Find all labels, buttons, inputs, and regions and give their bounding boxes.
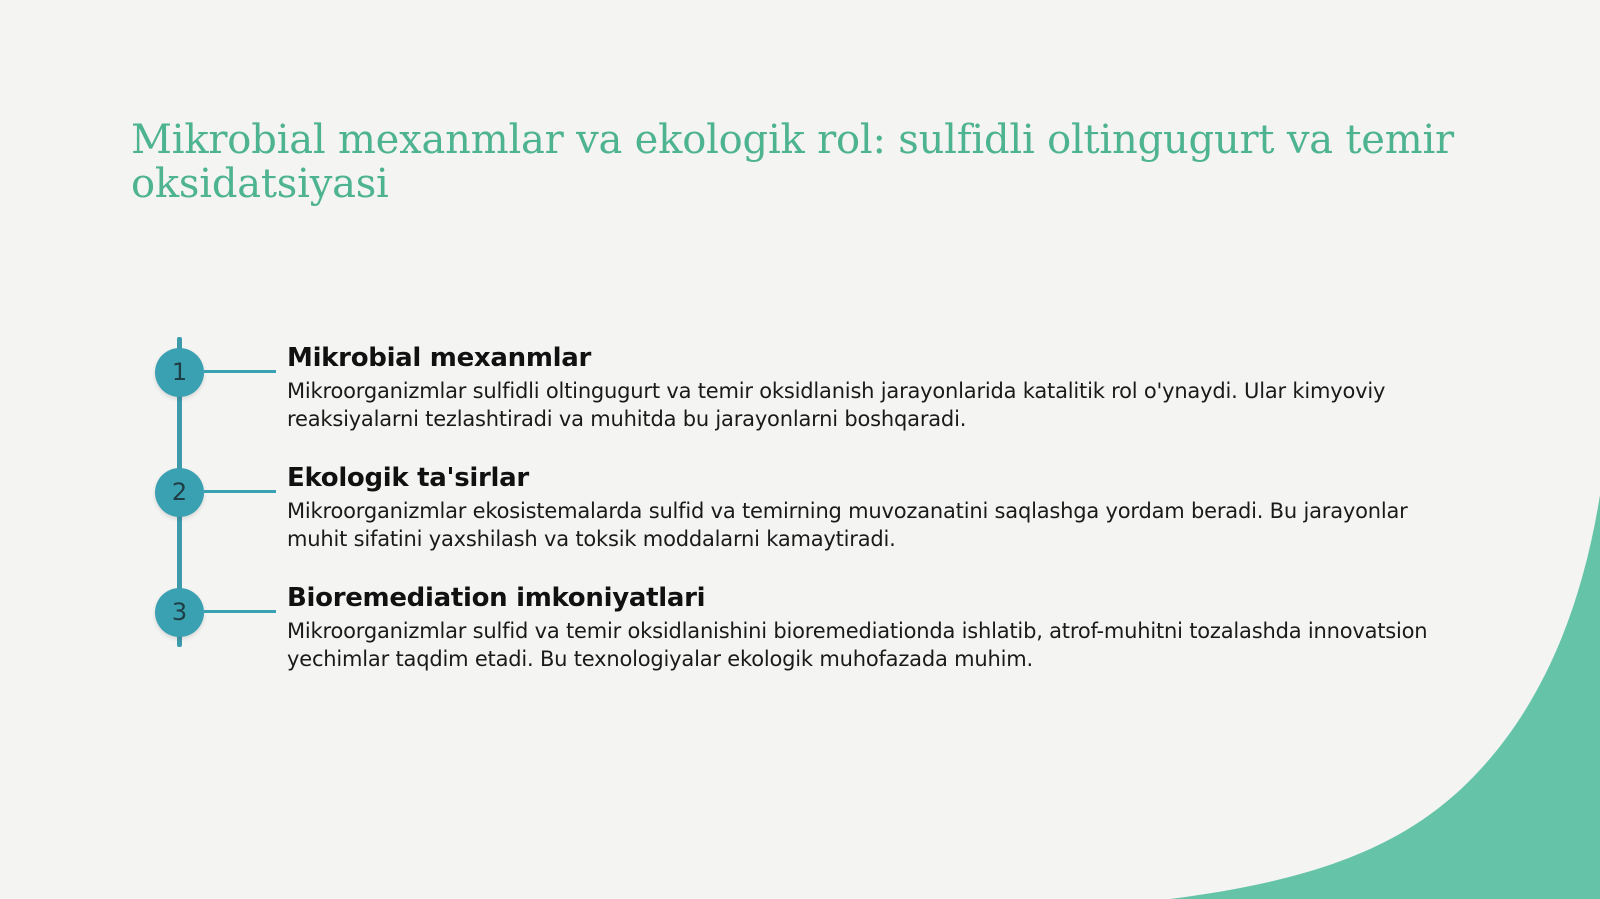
step-3-number-badge: 3 — [155, 588, 204, 637]
step-3-title: Bioremediation imkoniyatlari — [287, 583, 706, 613]
step-1-content — [287, 342, 1467, 433]
step-2-title: Ekologik ta'sirlar — [287, 463, 529, 493]
step-1-connector — [204, 370, 276, 373]
step-2-description: Mikroorganizmlar ekosistemalarda sulfid va temirning muvozanatini saqlashga yordam beradi. Bu jarayonlar muhit sifatini yaxshilash va toksik moddalarni kamaytiradi. — [287, 499, 1408, 551]
slide-title: Mikrobial mexanmlar va ekologik rol: sulfidli oltingugurt va temir oksidatsiyasi — [131, 117, 1454, 207]
step-2-number-badge: 2 — [155, 468, 204, 517]
step-1-title: Mikrobial mexanmlar — [287, 343, 592, 373]
step-1-description: Mikroorganizmlar sulfidli oltingugurt va temir oksidlanish jarayonlarida katalitik rol o'ynaydi. Ular kimyoviy reaksiyalarni tezlashtiradi va muhitda bu jarayonlarni boshqaradi. — [287, 379, 1386, 431]
step-3-connector — [204, 610, 276, 613]
step-3-description: Mikroorganizmlar sulfid va temir oksidlanishini bioremediationda ishlatib, atrof-muhitni tozalashda innovatsion yechimlar taqdim etadi. Bu texnologiyalar ekologik muhofazada muhim. — [287, 619, 1428, 671]
step-2-connector — [204, 490, 276, 493]
step-1-number-badge: 1 — [155, 348, 204, 397]
step-2-content — [287, 462, 1467, 553]
step-3-content — [287, 582, 1467, 673]
